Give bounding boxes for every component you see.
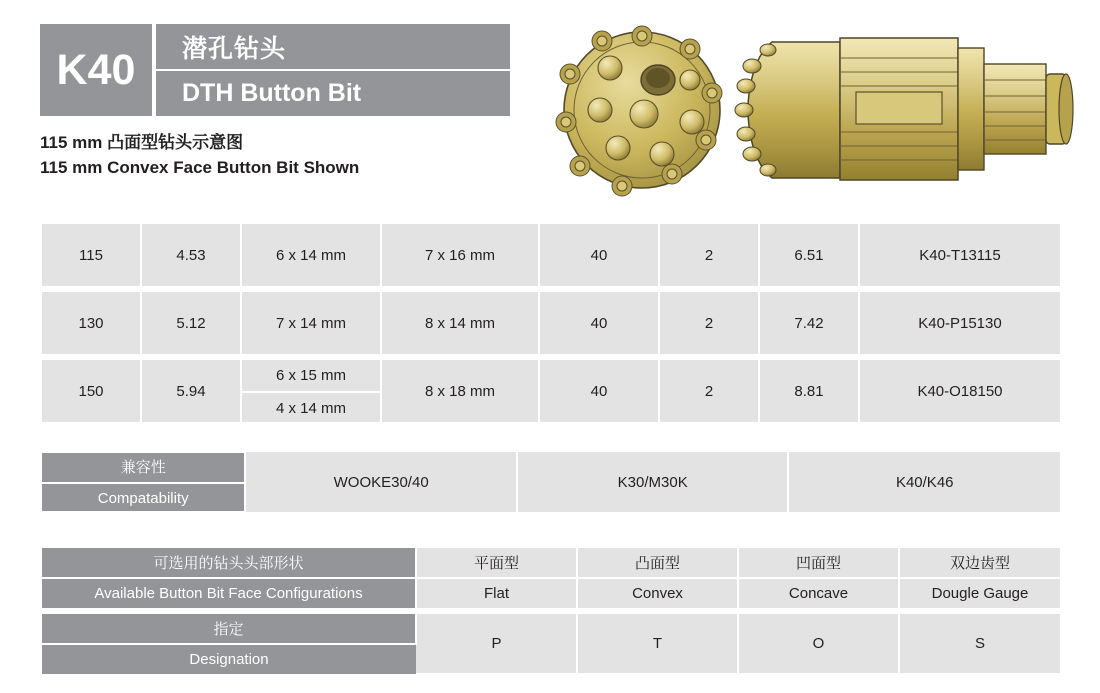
designation-label-en: Designation	[42, 644, 416, 674]
cell-gauge-buttons	[242, 360, 382, 422]
cell-part-number: K40-T13115	[860, 224, 1060, 286]
face-code: P	[416, 614, 577, 674]
cell-diameter: 130	[42, 292, 142, 354]
cell-col5: 40	[540, 360, 660, 422]
face-name-cn: 平面型	[416, 548, 577, 578]
product-header	[40, 24, 510, 116]
cell-weight: 5.94	[142, 360, 242, 422]
cell-col5: 40	[540, 224, 660, 286]
cell-gauge-buttons-line1: 6 x 15 mm	[275, 367, 347, 384]
product-title-en: DTH Button Bit	[156, 71, 510, 116]
table-row	[42, 224, 1060, 286]
face-name-cn: 双边齿型	[899, 548, 1060, 578]
config-label-cn: 可选用的钻头头部形状	[42, 548, 416, 578]
compatibility-table	[42, 452, 1060, 512]
product-code-box	[40, 24, 152, 116]
designation-label-cn: 指定	[42, 614, 416, 644]
config-label-en: Available Button Bit Face Configurations	[42, 578, 416, 608]
cell-diameter: 150	[42, 360, 142, 422]
cell-gauge-buttons: 6 x 14 mm	[242, 224, 382, 286]
compatibility-label-cn: 兼容性	[42, 453, 244, 482]
product-illustration-svg	[540, 14, 1080, 204]
cell-gauge-buttons-line2: 4 x 14 mm	[242, 391, 380, 422]
cell-col6: 2	[660, 292, 760, 354]
table-row	[42, 614, 1060, 644]
cell-gauge-buttons: 7 x 14 mm	[242, 292, 382, 354]
cell-face-buttons: 7 x 16 mm	[382, 224, 540, 286]
compatibility-value: K30/M30K	[517, 452, 789, 512]
cell-part-number: K40-O18150	[860, 360, 1060, 422]
cell-col6: 2	[660, 224, 760, 286]
cell-face-buttons: 8 x 18 mm	[382, 360, 540, 422]
table-row	[42, 548, 1060, 578]
cell-face-buttons: 8 x 14 mm	[382, 292, 540, 354]
face-code: S	[899, 614, 1060, 674]
cell-part-number: K40-P15130	[860, 292, 1060, 354]
compatibility-label-en: Compatability	[42, 482, 244, 511]
cell-weight: 5.12	[142, 292, 242, 354]
face-name-en: Flat	[416, 578, 577, 608]
figure-caption	[40, 130, 560, 180]
cell-weight: 4.53	[142, 224, 242, 286]
product-title-stack	[156, 24, 510, 116]
cell-diameter: 115	[42, 224, 142, 286]
cell-col6: 2	[660, 360, 760, 422]
compatibility-label	[42, 452, 245, 512]
specification-table	[42, 218, 1060, 428]
cell-col7: 6.51	[760, 224, 860, 286]
table-row	[42, 360, 1060, 422]
product-title-cn: 潜孔钻头	[156, 24, 510, 69]
face-name-en: Convex	[577, 578, 738, 608]
cell-col7: 7.42	[760, 292, 860, 354]
product-illustrations	[540, 14, 1080, 204]
figure-caption-cn: 115 mm 凸面型钻头示意图	[40, 133, 244, 152]
face-name-en: Concave	[738, 578, 899, 608]
cell-col5: 40	[540, 292, 660, 354]
compatibility-value: WOOKE30/40	[245, 452, 517, 512]
drill-bit-face-view	[556, 26, 722, 196]
face-name-en: Dougle Gauge	[899, 578, 1060, 608]
face-name-cn: 凸面型	[577, 548, 738, 578]
face-code: T	[577, 614, 738, 674]
face-name-cn: 凹面型	[738, 548, 899, 578]
face-configuration-table	[42, 548, 1060, 675]
product-code: K40	[56, 45, 136, 94]
drill-bit-side-view	[735, 38, 1073, 180]
table-row	[42, 292, 1060, 354]
figure-caption-en: 115 mm Convex Face Button Bit Shown	[40, 158, 360, 177]
table-row	[42, 578, 1060, 608]
compatibility-value: K40/K46	[788, 452, 1060, 512]
face-code: O	[738, 614, 899, 674]
table-row	[42, 452, 1060, 512]
cell-col7: 8.81	[760, 360, 860, 422]
